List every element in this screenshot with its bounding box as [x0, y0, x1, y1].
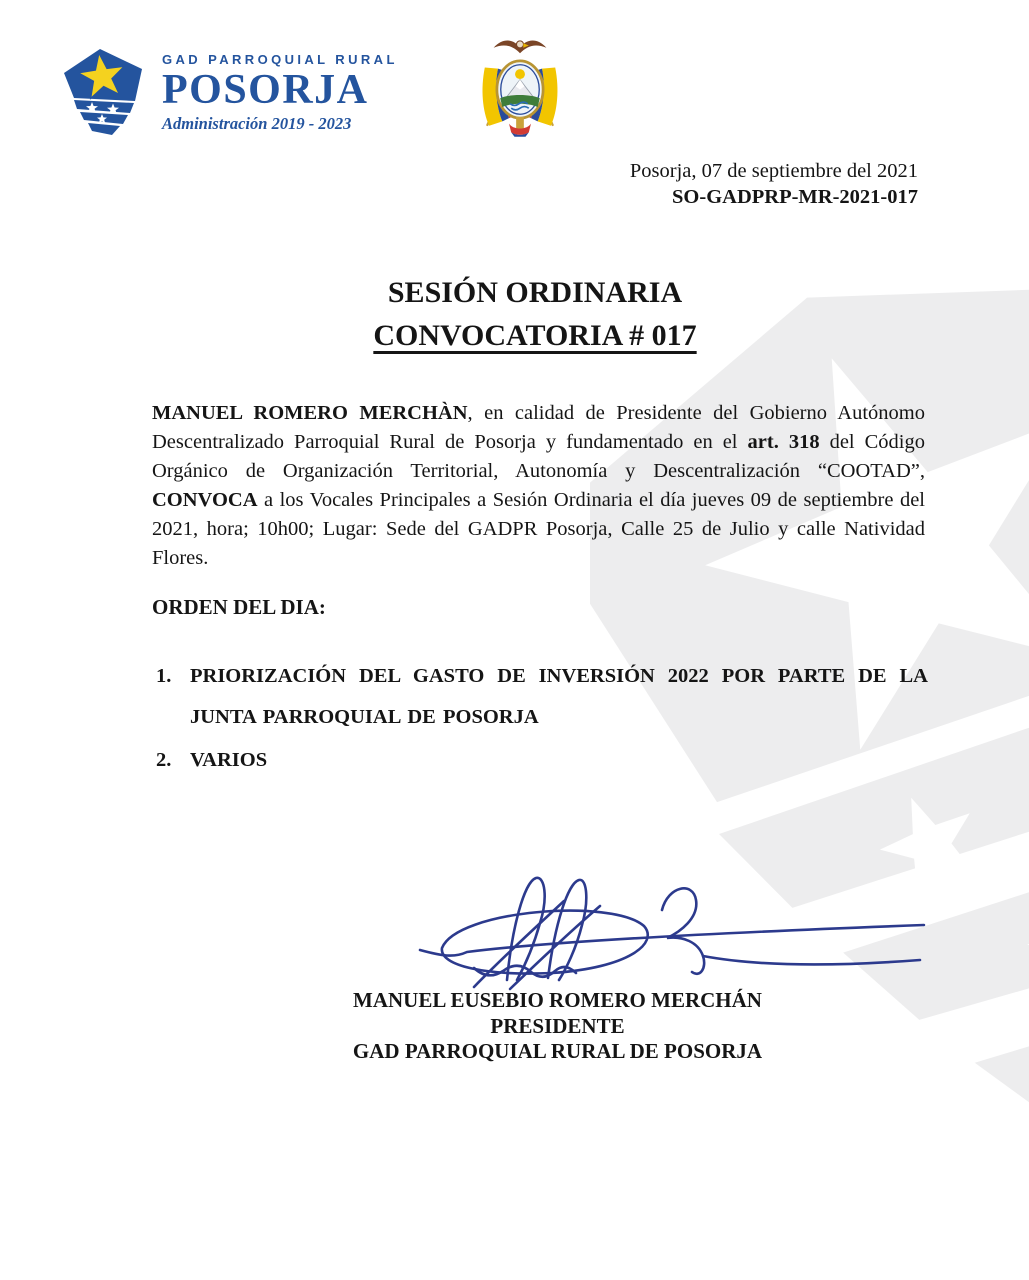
signature-block	[245, 988, 870, 1065]
body-convoca: CONVOCA	[152, 489, 258, 511]
reference-number: SO-GADPRP-MR-2021-017	[672, 186, 918, 208]
agenda-item-2	[156, 740, 928, 781]
posorja-logo	[52, 40, 398, 142]
agenda-heading: ORDEN DEL DIA:	[152, 595, 326, 619]
posorja-logo-text	[162, 52, 398, 134]
logo-administration: Administración 2019 - 2023	[162, 114, 352, 133]
agenda-item-1	[156, 656, 928, 738]
body-text-2: del Código Orgánico de Organización Territorial, Autonomía y Descentralización “COOTAD”,	[152, 431, 925, 482]
logo-tagline: GAD PARROQUIAL RURAL	[162, 52, 398, 67]
body-article-ref: art. 318	[747, 431, 820, 453]
logo-name: POSORJA	[162, 67, 369, 113]
ecuador-coat-of-arms-icon	[465, 28, 575, 140]
letter-header	[630, 158, 918, 210]
body-text-3: a los Vocales Principales a Sesión Ordinaria el día jueves 09 de septiembre del 2021, hora; 10h00; Lugar: Sede del GADPR Posorja, Calle 25 de Julio y calle Natividad Flores.	[152, 489, 925, 569]
title-line2: CONVOCATORIA # 017	[373, 319, 697, 352]
body-text-1: , en calidad de Presidente del Gobierno Autónomo Descentralizado Parroquial Rural de Posorja y fundamentado en el	[152, 402, 925, 453]
body-signer-name: MANUEL ROMERO MERCHÀN	[152, 402, 468, 424]
title-line1: SESIÓN ORDINARIA	[387, 276, 683, 309]
posorja-badge-icon	[52, 40, 152, 142]
signer-name: MANUEL EUSEBIO ROMERO MERCHÁN	[353, 988, 762, 1012]
signature-ink-icon	[412, 868, 934, 994]
body-paragraph	[152, 399, 925, 573]
agenda-item-number: 2.	[156, 749, 172, 771]
agenda-list	[156, 656, 928, 783]
document-title	[152, 271, 918, 357]
agenda-item-number: 1.	[156, 665, 172, 687]
signer-title: PRESIDENTE	[490, 1013, 625, 1038]
agenda-item-text: VARIOS	[190, 749, 268, 771]
date-line: Posorja, 07 de septiembre del 2021	[629, 160, 918, 182]
agenda-item-text: PRIORIZACIÓN DEL GASTO DE INVERSIÓN 2022 POR PARTE DE LA JUNTA PARROQUIAL DE POSORJA	[190, 665, 928, 728]
signer-organization: GAD PARROQUIAL RURAL DE POSORJA	[352, 1039, 763, 1063]
